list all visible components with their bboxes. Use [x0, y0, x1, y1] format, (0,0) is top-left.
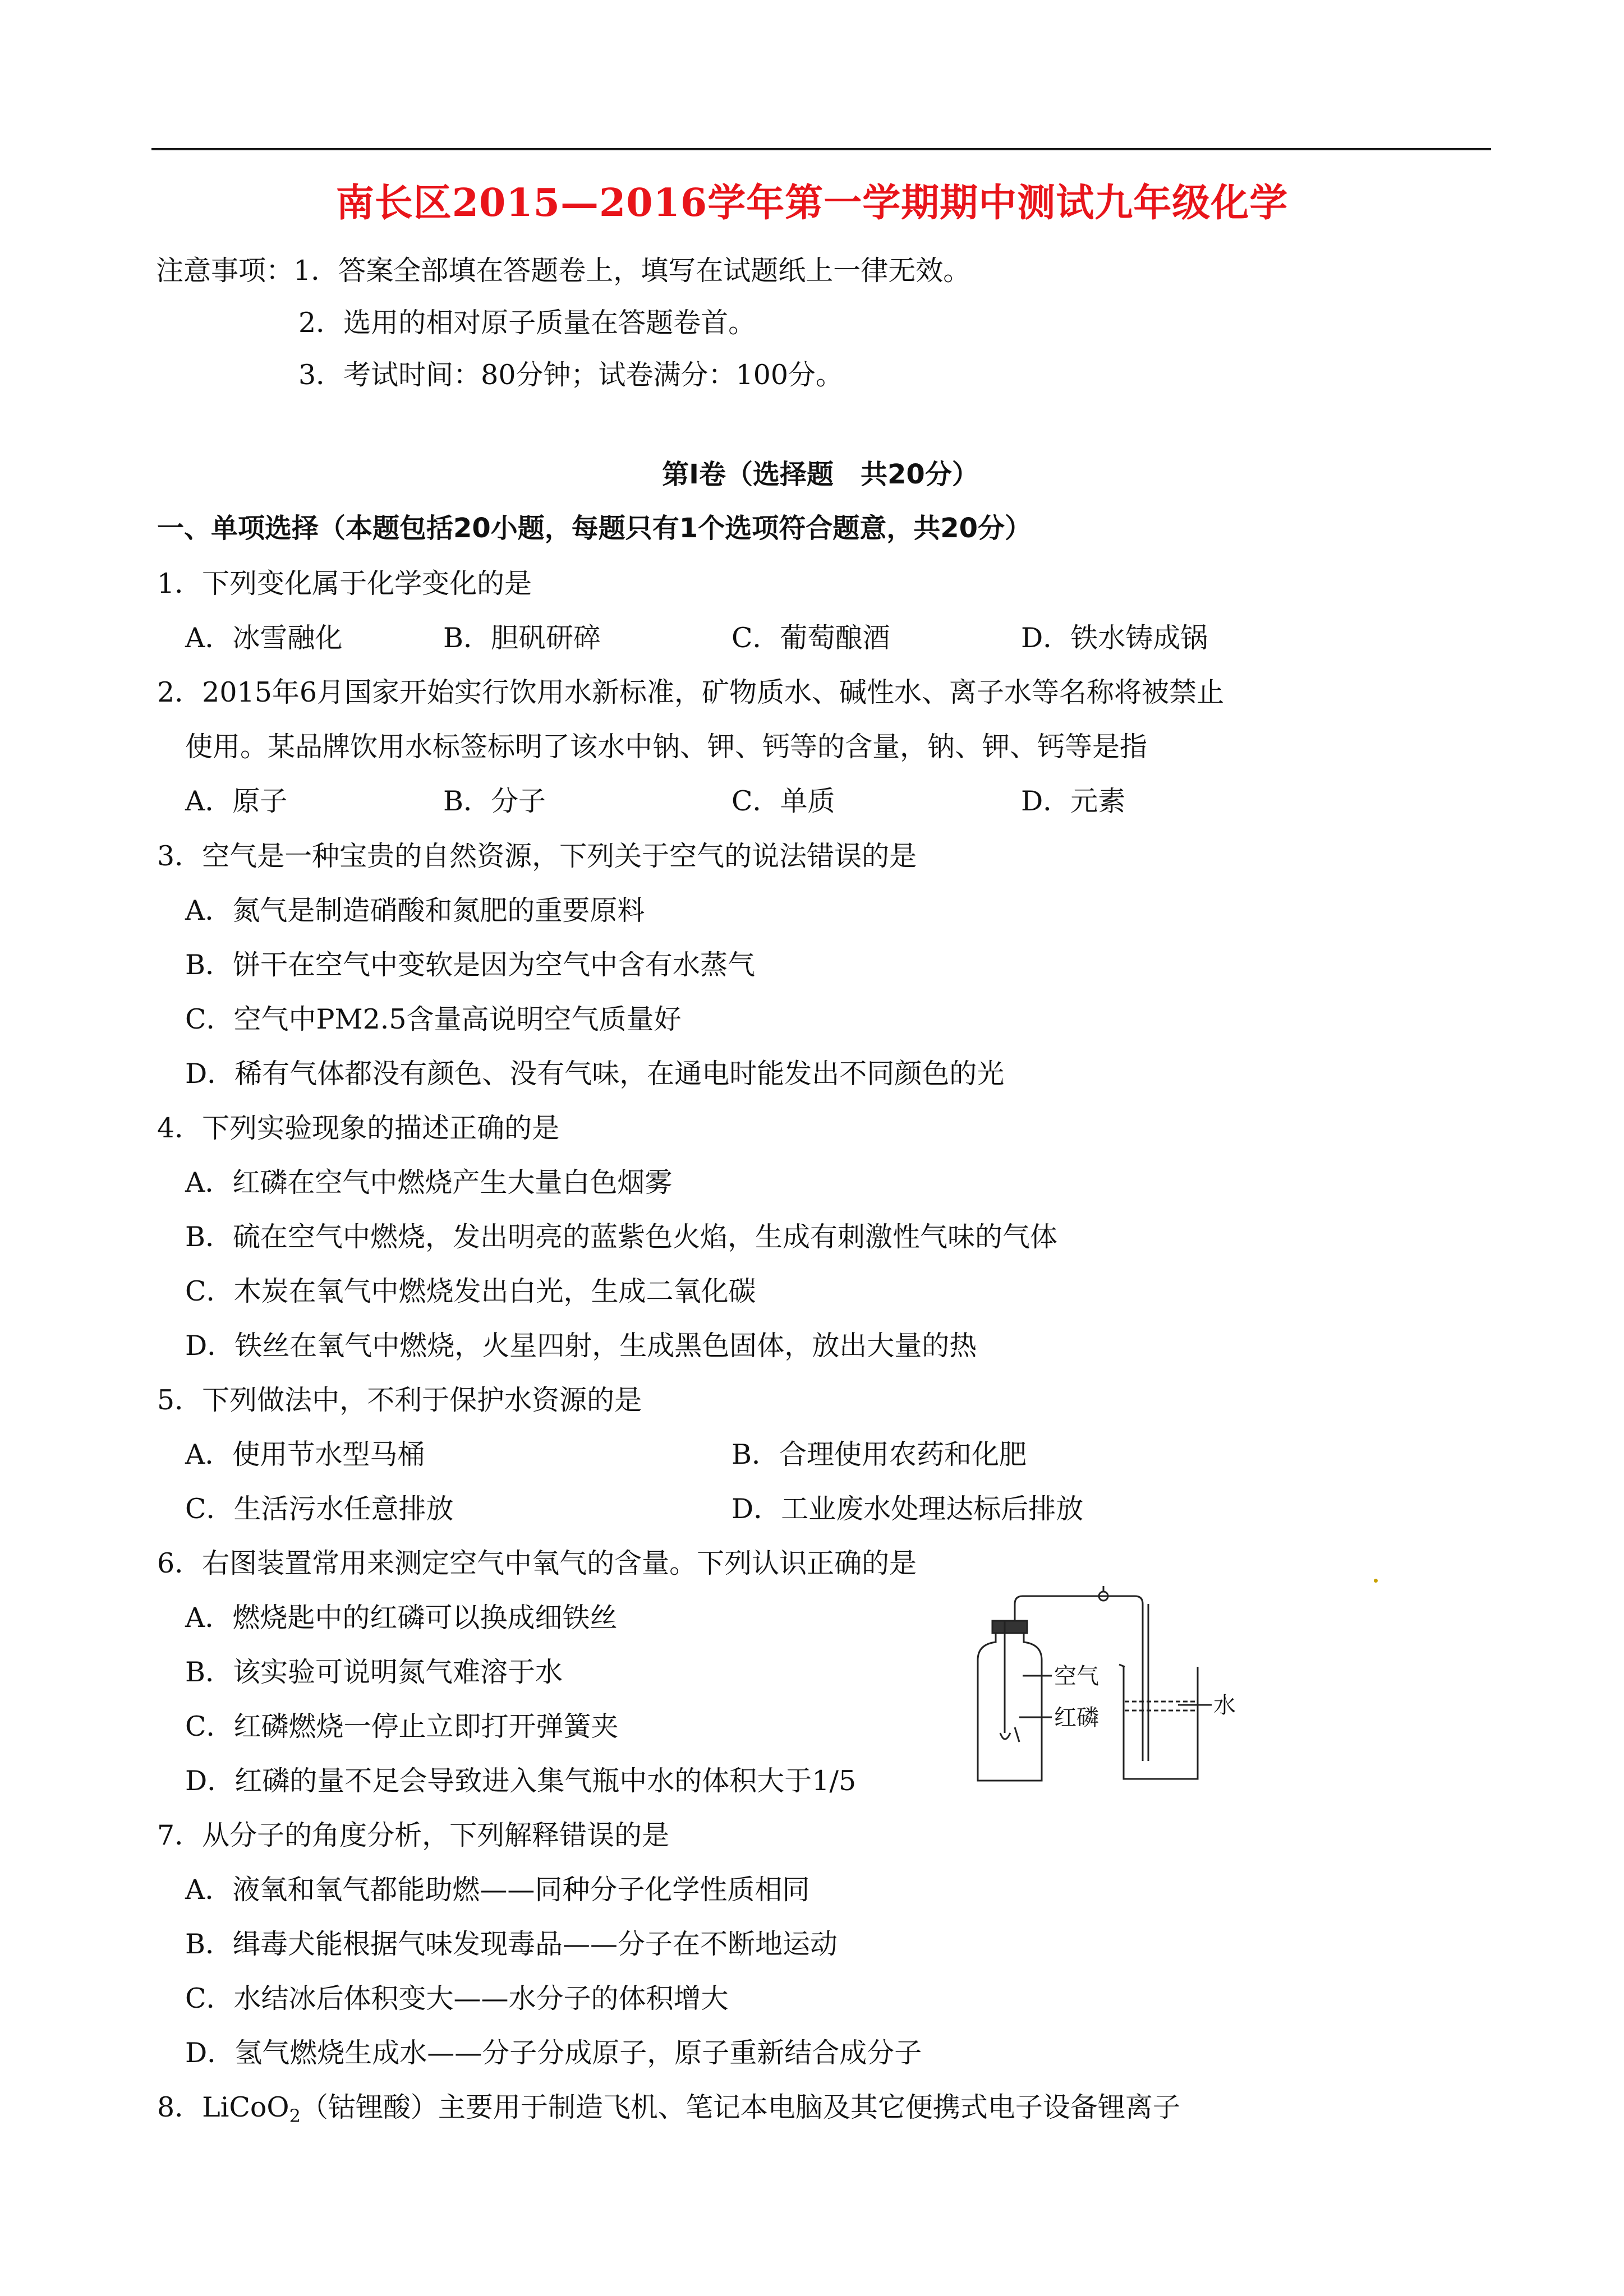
q5-option-a: A．使用节水型马桶: [185, 1439, 425, 1470]
label-air: 空气: [1054, 1663, 1099, 1689]
q2-option-d: D．元素: [1021, 785, 1126, 817]
q2-option-b: B．分子: [443, 785, 546, 817]
question-8-stem: 8．LiCoO$_2$（钴锂酸）主要用于制造飞机、笔记本电脑及其它便携式电子设备锂离子: [157, 2091, 1180, 2127]
question-7-stem: 7．从分子的角度分析，下列解释错误的是: [157, 1819, 670, 1851]
question-2-stem: 2．2015年6月国家开始实行饮用水新标准，矿物质水、碱性水、离子水等名称将被禁止: [157, 676, 1225, 708]
q4-option-b: B．硫在空气中燃烧，发出明亮的蓝紫色火焰，生成有刺激性气味的气体: [185, 1221, 1058, 1253]
q3-option-d: D．稀有气体都没有颜色、没有气味，在通电时能发出不同颜色的光: [185, 1058, 1005, 1090]
q7-option-c: C．水结冰后体积变大——水分子的体积增大: [185, 1983, 729, 2014]
question-6-stem: 6．右图装置常用来测定空气中氧气的含量。下列认识正确的是: [157, 1547, 917, 1579]
question-3-stem: 3．空气是一种宝贵的自然资源，下列关于空气的说法错误的是: [157, 840, 917, 872]
question-1-stem: 1．下列变化属于化学变化的是: [157, 568, 532, 600]
question-5-stem: 5．下列做法中，不利于保护水资源的是: [157, 1384, 642, 1416]
part-title: 一、单项选择（本题包括20小题，每题只有1个选项符合题意，共20分）: [157, 513, 1032, 544]
q6-option-a: A．燃烧匙中的红磷可以换成细铁丝: [185, 1602, 618, 1634]
section-title: 第Ⅰ卷（选择题 共20分）: [662, 459, 979, 490]
q5-option-d: D．工业废水处理达标后排放: [732, 1493, 1084, 1525]
q1-option-b: B．胆矾研碎: [443, 622, 601, 654]
q7-option-a: A．液氧和氧气都能助燃——同种分子化学性质相同: [185, 1874, 810, 1906]
label-red-phosphorus: 红磷: [1054, 1705, 1099, 1731]
note-item-1: 1．答案全部填在答题卷上，填写在试题纸上一律无效。: [293, 255, 971, 287]
q5-option-c: C．生活污水任意排放: [185, 1493, 454, 1525]
q6-option-d: D．红磷的量不足会导致进入集气瓶中水的体积大于1/5: [185, 1765, 857, 1797]
q1-option-a: A．冰雪融化: [185, 622, 343, 654]
q5-option-b: B．合理使用农药和化肥: [732, 1439, 1027, 1470]
q6-option-b: B．该实验可说明氮气难溶于水: [185, 1656, 563, 1688]
q4-option-a: A．红磷在空气中燃烧产生大量白色烟雾: [185, 1167, 673, 1198]
stray-mark: [1374, 1579, 1378, 1583]
q7-option-b: B．缉毒犬能根据气味发现毒品——分子在不断地运动: [185, 1928, 838, 1960]
page-title: 南长区2015—2016学年第一学期期中测试九年级化学: [335, 181, 1289, 225]
q4-option-c: C．木炭在氧气中燃烧发出白光，生成二氧化碳: [185, 1275, 756, 1307]
question-2-stem-cont: 使用。某品牌饮用水标签标明了该水中钠、钾、钙等的含量，钠、钾、钙等是指: [185, 731, 1148, 763]
note-item-2: 2．选用的相对原子质量在答题卷首。: [298, 307, 756, 339]
q4-option-d: D．铁丝在氧气中燃烧，火星四射，生成黑色固体，放出大量的热: [185, 1330, 977, 1362]
q3-option-a: A．氮气是制造硝酸和氮肥的重要原料: [185, 895, 645, 926]
q1-option-d: D．铁水铸成锅: [1021, 622, 1208, 654]
label-water: 水: [1213, 1693, 1236, 1718]
q2-option-a: A．原子: [185, 785, 288, 817]
q7-option-d: D．氢气燃烧生成水——分子分成原子，原子重新结合成分子: [185, 2037, 922, 2069]
notes-label: 注意事项：1．答案全部填在答题卷上，填写在试题纸上一律无效。: [156, 255, 971, 287]
note-item-3: 3．考试时间：80分钟；试卷满分：100分。: [298, 359, 844, 391]
top-rule: [151, 148, 1491, 150]
q3-option-c: C．空气中PM2.5含量高说明空气质量好: [185, 1003, 682, 1035]
oxygen-measurement-apparatus-figure: [956, 1582, 1259, 1795]
q1-option-c: C．葡萄酿酒: [732, 622, 890, 654]
q6-option-c: C．红磷燃烧一停止立即打开弹簧夹: [185, 1711, 619, 1742]
q3-option-b: B．饼干在空气中变软是因为空气中含有水蒸气: [185, 949, 756, 981]
question-4-stem: 4．下列实验现象的描述正确的是: [157, 1112, 560, 1144]
q2-option-c: C．单质: [732, 785, 835, 817]
